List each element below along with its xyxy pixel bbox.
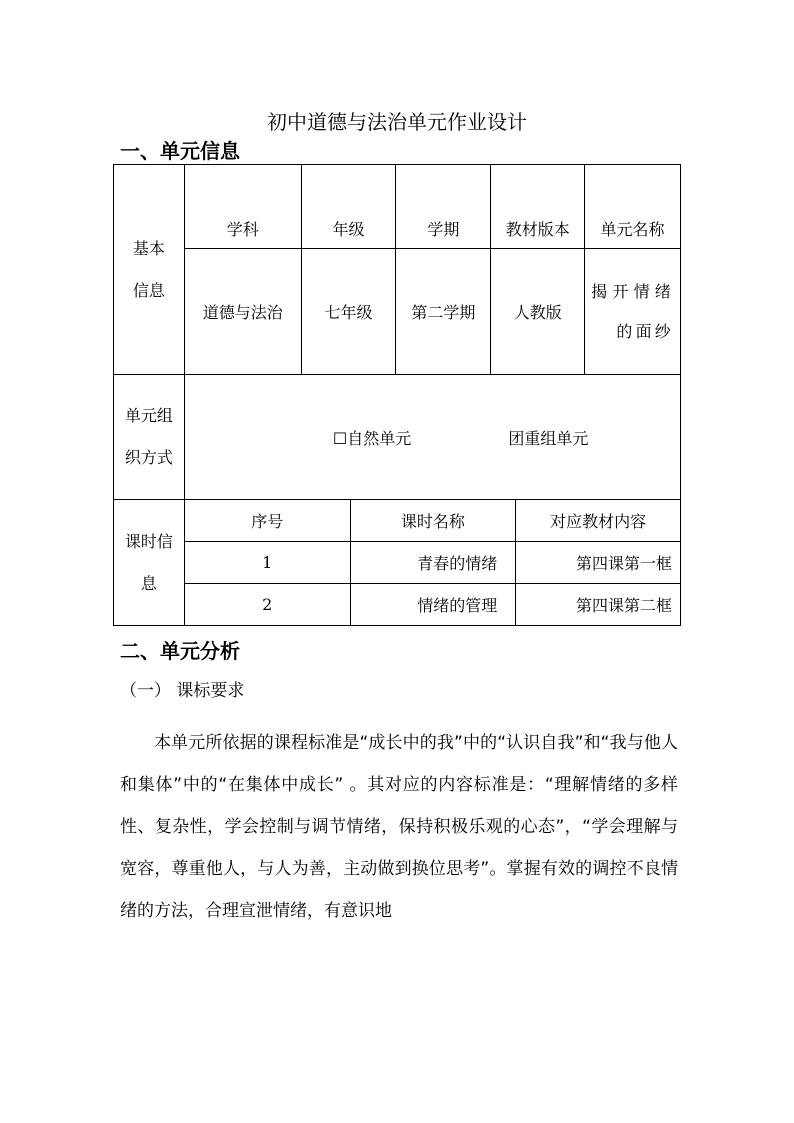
- value-textbook: 人教版: [491, 249, 585, 375]
- section-heading-unit-analysis: 二、单元分析: [120, 639, 240, 663]
- header-content: 对应教材内容: [516, 500, 681, 542]
- subsection-heading-curriculum: （一） 课标要求: [120, 681, 245, 701]
- header-unit-name: 单元名称: [585, 165, 681, 249]
- body-paragraph: 本单元所依据的课程标准是“成长中的我”中的“认识自我”和“我与他人和集体”中的“在集体中成长” 。其对应的内容标准是：“理解情绪的多样性、复杂性，学会控制与调节情绪，保持积极乐观的心态”，“学会理解与宽容，尊重他人，与人为善，主动做到换位思考”。掌握有效的调控不良情绪的方法，合理宣泄情绪，有意识地: [120, 733, 678, 921]
- organization-label: [114, 375, 185, 500]
- header-lesson-name: 课时名称: [350, 500, 516, 542]
- header-subject: 学科: [184, 165, 301, 249]
- basic-info-label-line2: 信息: [132, 280, 165, 300]
- organization-options: [184, 375, 680, 500]
- lesson-info-label: [114, 500, 185, 626]
- table-row: [114, 584, 681, 626]
- lesson-info-label-line2: 息: [140, 573, 157, 593]
- value-unit-name: 揭开情绪的面纱: [585, 249, 681, 375]
- table-row: [114, 542, 681, 584]
- basic-info-label-line1: 基本: [132, 238, 165, 258]
- lesson-name: 情绪的管理: [350, 584, 516, 626]
- basic-info-table: [113, 164, 681, 500]
- lesson-content: 第四课第一框: [516, 542, 681, 584]
- lesson-no: 2: [184, 584, 350, 626]
- organization-label-line1: 单元组: [124, 406, 173, 425]
- header-semester: 学期: [396, 165, 491, 249]
- value-semester: 第二学期: [396, 249, 491, 375]
- header-grade: 年级: [301, 165, 396, 249]
- basic-info-label: [114, 165, 185, 375]
- document-title: 初中道德与法治单元作业设计: [267, 110, 527, 134]
- lesson-name: 青春的情绪: [350, 542, 516, 584]
- lesson-info-table: [113, 499, 681, 626]
- header-textbook: 教材版本: [491, 165, 585, 249]
- value-subject: 道德与法治: [184, 249, 301, 375]
- organization-label-line2: 织方式: [124, 448, 173, 467]
- lesson-content: 第四课第二框: [516, 584, 681, 626]
- option-natural-unit: ☐自然单元: [332, 428, 412, 448]
- option-regrouped-unit: 团重组单元: [508, 428, 589, 448]
- header-seq: 序号: [184, 500, 350, 542]
- value-grade: 七年级: [301, 249, 396, 375]
- section-heading-unit-info: 一、单元信息: [120, 139, 240, 163]
- lesson-info-label-line1: 课时信: [124, 531, 173, 551]
- lesson-no: 1: [184, 542, 350, 584]
